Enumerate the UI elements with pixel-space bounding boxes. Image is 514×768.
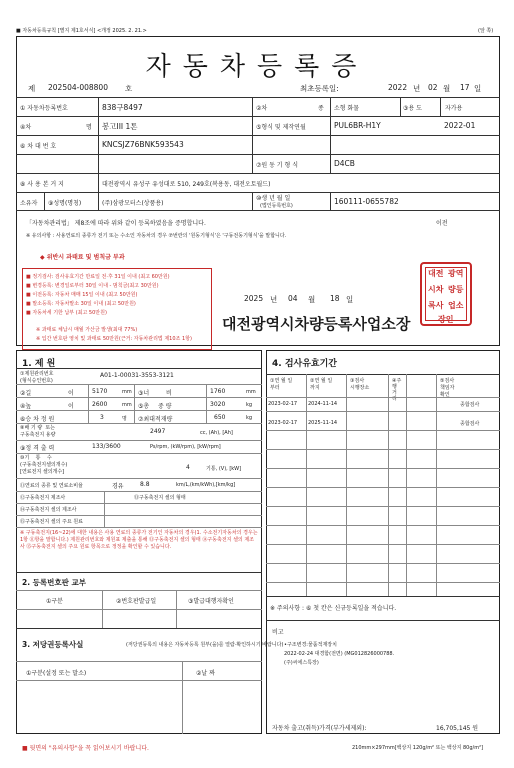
length-label-2: 이 <box>68 390 74 397</box>
fuel-type-value: 경유 <box>112 483 124 490</box>
transfer-label: 이전 <box>436 220 448 227</box>
penalty-item: ■ 자동차세 기한 납부 (최고 50만원) <box>26 310 107 316</box>
rule <box>266 582 500 583</box>
rule <box>266 506 500 507</box>
seal-char: 대전 <box>428 269 444 278</box>
first-reg-day-unit: 일 <box>474 84 482 93</box>
corp-no-label: (법인등록번호) <box>260 203 293 209</box>
insp-row-from: 2023-02-17 <box>268 401 298 407</box>
issue-year-unit: 년 <box>270 295 278 304</box>
vehicle-class-label: ②차 <box>256 105 268 112</box>
first-reg-year: 2022 <box>388 83 408 92</box>
rule <box>16 527 262 528</box>
birth-label: ⑩생 년 월 일 <box>256 195 291 202</box>
reg-number-value: 838구8497 <box>102 103 143 112</box>
rule <box>206 384 207 423</box>
rule <box>16 590 262 591</box>
form-reference: ■ 자동차등록규칙 [별지 제1호서식] <개정 2025. 2. 21.> <box>16 28 147 34</box>
rule <box>436 374 437 596</box>
penalty-footnote: ※ 입간 번호판 영치 및 과태료 50만원(근거: 자동차관리법 제10조 1항) <box>36 336 192 342</box>
height-unit: mm <box>122 402 132 408</box>
model-name-label-2: 명 <box>86 124 92 131</box>
cert-number: 202504-008800 <box>48 83 108 92</box>
cylinder-unit: 기통, (V), [kW] <box>206 466 242 472</box>
gross-weight-label-2: 중 량 <box>158 403 172 410</box>
rule <box>134 384 135 423</box>
cert-no-suffix: 호 <box>125 84 133 93</box>
seating-unit: 명 <box>122 416 127 422</box>
rule <box>266 596 500 597</box>
rule <box>16 478 262 479</box>
mortgage-subtitle: (저당권등록의 내용은 자동차등록 원부(을)를 열람·확인하시기 바랍니다) <box>126 642 284 648</box>
gross-weight-value: 3020 <box>210 401 226 408</box>
mortgage-heading: 3. 저당권등록사실 <box>22 640 84 649</box>
rule <box>104 491 105 527</box>
fuel-efficiency-value: 8.8 <box>140 481 150 488</box>
vehicle-class-value: 소형 화물 <box>334 105 360 112</box>
power-label: ⑨정 격 출 력 <box>20 445 55 452</box>
first-reg-day: 17 <box>460 83 470 92</box>
issue-month: 04 <box>288 294 298 303</box>
remarks-line: 2022-02-24 대경함(전면) (MG012826000788. <box>284 651 395 657</box>
price-value: 16,705,145 원 <box>436 725 479 732</box>
width-value: 1760 <box>210 388 226 395</box>
usage-value: 자가용 <box>445 105 463 112</box>
corp-no-value: 160111-0655782 <box>334 197 399 206</box>
insp-row-type: 종합검사 <box>460 402 480 408</box>
power-unit: Ps/rpm, (kW/rpm), [kW/rpm] <box>150 444 221 450</box>
issue-year: 2025 <box>244 294 264 303</box>
rule <box>252 97 253 173</box>
cylinder-label: ⑩기 통 수 (구동축전지셀의개수) [연료전지 셀의개수] <box>20 455 68 475</box>
first-reg-month: 02 <box>428 83 438 92</box>
rule <box>266 449 500 450</box>
displacement-value: 2497 <box>150 428 166 435</box>
insp-row-to: 2025-11-14 <box>308 420 338 426</box>
rule <box>44 192 45 210</box>
remarks-label: 비고 <box>272 629 284 636</box>
rule <box>266 397 500 398</box>
rule <box>16 210 500 211</box>
cert-no-label: 제 <box>28 84 36 93</box>
engine-type-label: ⑦원 동 기 형 식 <box>256 162 298 169</box>
rule <box>98 97 99 210</box>
price-label: 자동차 출고(취득)가격(부가세제외): <box>272 725 367 732</box>
penalty-item: ■ 변경등록: 변경일로부터 30일 이내 - 범칙금(최고 30만원) <box>26 283 159 289</box>
address-value: 대전광역시 유성구 유성대로 510, 249호(복용동, 대전오토월드) <box>102 181 271 188</box>
displacement-label: ⑧배 기 량 또는 구동축전지 용량 <box>20 425 56 438</box>
rule <box>16 515 262 516</box>
rule <box>16 410 262 411</box>
rule <box>266 563 500 564</box>
rule <box>266 430 500 431</box>
seal-char: 장인 <box>438 315 454 324</box>
rule <box>16 116 500 117</box>
owner-name-label: ⑨성명(명칭) <box>48 200 82 207</box>
address-label: ⑧ 사 용 본 거 지 <box>20 181 64 188</box>
rule <box>16 97 500 98</box>
page-title: 자동차등록증 <box>145 52 369 82</box>
first-reg-month-unit: 월 <box>443 84 451 93</box>
rule <box>16 440 262 441</box>
rule <box>252 192 253 210</box>
insp-row-from: 2023-02-17 <box>268 420 298 426</box>
penalty-item: ■ 말소등록: 자동차말소 30일 이내 (최고 50만원) <box>26 301 136 307</box>
rule <box>16 397 262 398</box>
rule <box>16 423 262 424</box>
fuel-notice: ※ 유의사항 : 사용연료의 종류가 전기 또는 수소인 자동차의 경우 ⑦번란의 '원동기형식'은 '구동전동기형식'을 말합니다. <box>26 233 287 239</box>
rule <box>16 628 262 629</box>
rule <box>400 97 401 116</box>
insp-col-from: ①연 월 일 부터 <box>270 378 293 391</box>
rule <box>16 661 262 662</box>
penalty-item: ■ 이전등록: 자동차 매매 15일 이내 (최고 50만원) <box>26 292 138 298</box>
seal-char: 량등 <box>448 285 464 294</box>
vin-value: KNCSJZ76BNK593543 <box>102 140 184 149</box>
battery-maker-label: ⑫구동축전지 제조사 <box>20 495 66 501</box>
rule <box>16 503 262 504</box>
rule <box>16 609 262 610</box>
rule <box>16 135 500 136</box>
remarks-line: (주)씨에스특장) <box>284 660 319 666</box>
rule <box>16 384 262 385</box>
mortgage-col-date: ②날 짜 <box>196 670 215 677</box>
insp-row-type: 종합검사 <box>460 421 480 427</box>
height-label-2: 이 <box>68 403 74 410</box>
rule <box>266 544 500 545</box>
engine-type-value: D4CB <box>334 159 355 168</box>
rule <box>182 661 183 734</box>
rule <box>266 525 500 526</box>
plate-heading: 2. 등록번호판 교부 <box>22 578 87 587</box>
power-value: 133/3600 <box>92 443 121 450</box>
width-unit: mm <box>246 389 256 395</box>
height-value: 2600 <box>92 401 108 408</box>
rule <box>266 620 500 621</box>
rule <box>16 453 262 454</box>
cell-maker-label: ⑭구동축전지 셀의 제조사 <box>20 507 77 513</box>
fuel-label: ⑪연료의 종류 및 연료소비율 <box>20 483 83 489</box>
max-load-label: ⑦최대적재량 <box>138 416 173 423</box>
official-seal <box>420 262 472 326</box>
rule <box>16 154 500 155</box>
approval-no-value: A01-1-00031-3553-3121 <box>100 372 174 379</box>
issue-day: 18 <box>330 294 340 303</box>
rule <box>388 374 389 596</box>
model-name-label: ④차 <box>20 124 32 131</box>
model-name-value: 봉고III 1톤 <box>102 122 138 131</box>
length-value: 5170 <box>92 388 108 395</box>
max-load-unit: kg <box>246 415 253 421</box>
vehicle-class-label-2: 종 <box>318 105 324 112</box>
reg-number-label: ① 자동차등록번호 <box>20 105 68 112</box>
first-reg-year-unit: 년 <box>413 84 421 93</box>
cell-material-label: ⑮구동축전지 셀의 주요 원료 <box>20 519 83 525</box>
insp-col-mileage: ④주 행 거 리 <box>392 378 402 402</box>
usage-label: ③용 도 <box>403 105 422 112</box>
issuing-authority: 대전광역시차량등록사업소장 <box>222 315 411 333</box>
cylinder-value: 4 <box>186 464 190 471</box>
seating-label: ⑥승 차 정 원 <box>20 416 55 423</box>
approval-no-label: ①제원관리번호 (형식승인번호) <box>20 371 54 384</box>
mortgage-col-type: ①구분(설정 또는 말소) <box>26 670 87 677</box>
height-label: ④높 <box>20 403 32 410</box>
length-label: ②길 <box>20 390 32 397</box>
rule <box>16 173 500 174</box>
rule <box>346 374 347 596</box>
inspection-note: ※ 주의사항 : ⑥ 첫 칸은 신규등록일을 적습니다. <box>270 605 397 612</box>
width-label: ③너 <box>138 390 150 397</box>
insp-col-location: ③검사 시행장소 <box>350 378 370 391</box>
back-notice: ■ 뒷면의 "유의사항"을 꼭 읽어보시기 바랍니다. <box>22 745 149 752</box>
rule <box>306 374 307 596</box>
penalty-title: ◆ 위반시 과태료 및 범칙금 부과 <box>40 254 125 261</box>
max-load-value: 650 <box>214 414 226 421</box>
rule <box>266 411 500 412</box>
rule <box>16 680 262 681</box>
owner-name-value: (주)삼광모터스(상품용) <box>102 200 164 207</box>
gross-weight-label: ⑤총 <box>138 403 150 410</box>
gross-weight-unit: kg <box>246 402 253 408</box>
remarks-line: •구조변경:물품적재장치 <box>284 642 337 648</box>
rule <box>266 374 500 375</box>
certify-statement: 「자동차관리법」 제8조에 따라 위와 같이 등록하였음을 증명합니다. <box>26 220 206 227</box>
plate-col-issue-date: ②번호판발급일 <box>116 598 157 605</box>
length-unit: mm <box>122 389 132 395</box>
issue-day-unit: 일 <box>346 295 354 304</box>
battery-note: ※ 구동축전지(16~22)에 대한 내용은 사용 연료의 종류가 전기인 자동차의 경우(1. 수소전기자동차의 경우는 1항 ⑪항을 말합니다.) 제원관리번호와 제원표 제출을 통해 ⑬구동축전지 셀의 형태 ⑭구동축전지 셀의 제조사 ⑮구동축전지 셀의 주요 원료 항목으로 정정을 확인할 수 있습니다. <box>20 530 258 550</box>
issue-month-unit: 월 <box>308 295 316 304</box>
seal-char: 시차 <box>428 285 444 294</box>
penalty-footnote: ※ 과태료 체납시 매월 가산금 발생(최대 77%) <box>36 327 138 333</box>
seal-char: 광역 <box>448 269 464 278</box>
rule <box>88 384 89 423</box>
plate-col-type: ①구분 <box>46 598 63 605</box>
width-label-2: 비 <box>166 390 172 397</box>
penalty-item: ■ 정기검사: 검사유효기간 만료일 전·후 31일 이내 (최고 60만원) <box>26 274 170 280</box>
paper-size-note: 210mm×297mm[백상지 120g/m² 또는 백상지 80g/m²] <box>352 745 484 751</box>
inspection-heading: 4. 검사유효기간 <box>272 359 337 369</box>
seating-value: 3 <box>100 414 104 421</box>
rule <box>330 97 331 173</box>
rule <box>16 491 262 492</box>
insp-col-inspector: ⑤검사 책임자 확인 <box>440 378 455 398</box>
rule <box>266 487 500 488</box>
rule <box>440 97 441 116</box>
type-date-label: ⑤형식 및 제작연월 <box>256 124 306 131</box>
displacement-unit: cc, (Ah), [Ah] <box>200 430 233 436</box>
insp-row-to: 2024-11-14 <box>308 401 338 407</box>
plate-col-agent: ③발급대행자확인 <box>188 598 234 605</box>
rule <box>16 368 262 369</box>
fuel-efficiency-unit: km/L,(km/kWh),[km/kg] <box>176 482 236 488</box>
rule <box>330 192 331 210</box>
manufacture-date-value: 2022-01 <box>444 121 476 130</box>
rule <box>406 374 407 596</box>
rule <box>266 468 500 469</box>
seal-char: 록사 <box>428 301 444 310</box>
specs-heading: 1. 제 원 <box>22 359 56 369</box>
vin-label: ⑥ 차 대 번 호 <box>20 143 57 150</box>
type-value: PUL6BR-H1Y <box>334 121 381 130</box>
seal-char: 업소 <box>448 301 464 310</box>
battery-cell-type-label: ⑬구동축전지 셀의 형태 <box>134 495 186 501</box>
page-side-label: (앞 쪽) <box>478 28 494 34</box>
first-reg-label: 최초등록일: <box>300 84 339 93</box>
rule <box>16 572 262 573</box>
insp-col-to: ②연 월 일 까지 <box>310 378 333 391</box>
owner-label: 소유자 <box>20 200 38 207</box>
